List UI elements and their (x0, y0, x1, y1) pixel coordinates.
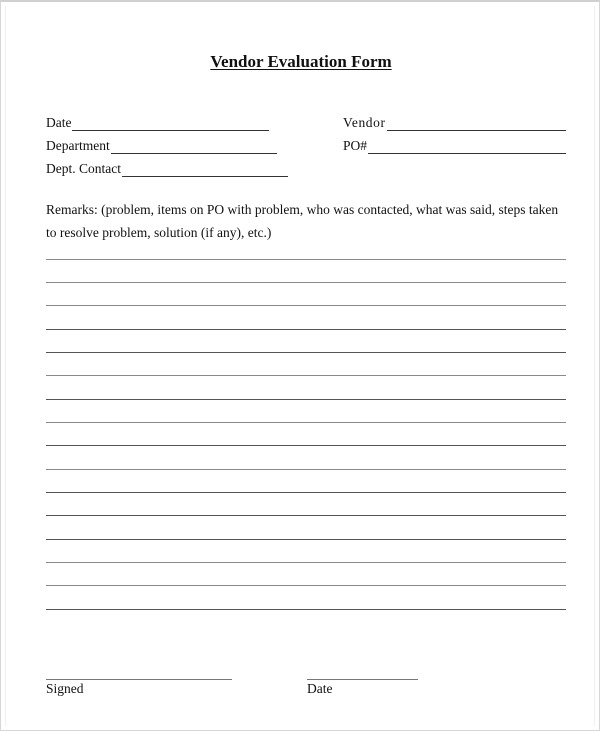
vendor-field (343, 113, 566, 131)
remarks-line[interactable] (46, 422, 566, 423)
remarks-instructions: Remarks: (problem, items on PO with problem, who was contacted, what was said, steps taken to resolve problem, solution (if any), etc.) (46, 202, 559, 240)
remarks-line[interactable] (46, 375, 566, 376)
remarks-line[interactable] (46, 445, 566, 446)
signature-line[interactable] (46, 679, 232, 680)
dept-contact-field (46, 159, 269, 177)
vendor-label: Vendor (343, 115, 386, 130)
remarks-line[interactable] (46, 492, 566, 493)
signed-label: Signed (46, 681, 84, 696)
remarks-line[interactable] (46, 585, 566, 586)
form-title-text: Vendor Evaluation Form (210, 52, 392, 71)
form-title (1, 52, 600, 72)
department-input[interactable] (111, 140, 277, 154)
remarks-line[interactable] (46, 305, 566, 306)
dept-contact-input[interactable] (122, 163, 288, 177)
po-number-field (343, 136, 566, 154)
remarks-line[interactable] (46, 562, 566, 563)
po-number-label: PO# (343, 138, 368, 153)
signature-date-label: Date (307, 681, 333, 696)
po-number-input[interactable] (368, 140, 566, 154)
department-label: Department (46, 138, 110, 153)
remarks-line[interactable] (46, 469, 566, 470)
remarks-line[interactable] (46, 539, 566, 540)
date-input[interactable] (72, 117, 269, 131)
dept-contact-label: Dept. Contact (46, 161, 121, 176)
remarks-line[interactable] (46, 352, 566, 353)
date-field (46, 113, 269, 131)
department-field (46, 136, 269, 154)
vendor-input[interactable] (387, 117, 566, 131)
remarks-line[interactable] (46, 609, 566, 610)
signature-date-line[interactable] (307, 679, 418, 680)
remarks-line[interactable] (46, 329, 566, 330)
remarks-line[interactable] (46, 399, 566, 400)
remarks-line[interactable] (46, 259, 566, 260)
remarks-line[interactable] (46, 282, 566, 283)
date-label: Date (46, 115, 72, 130)
remarks-line[interactable] (46, 515, 566, 516)
